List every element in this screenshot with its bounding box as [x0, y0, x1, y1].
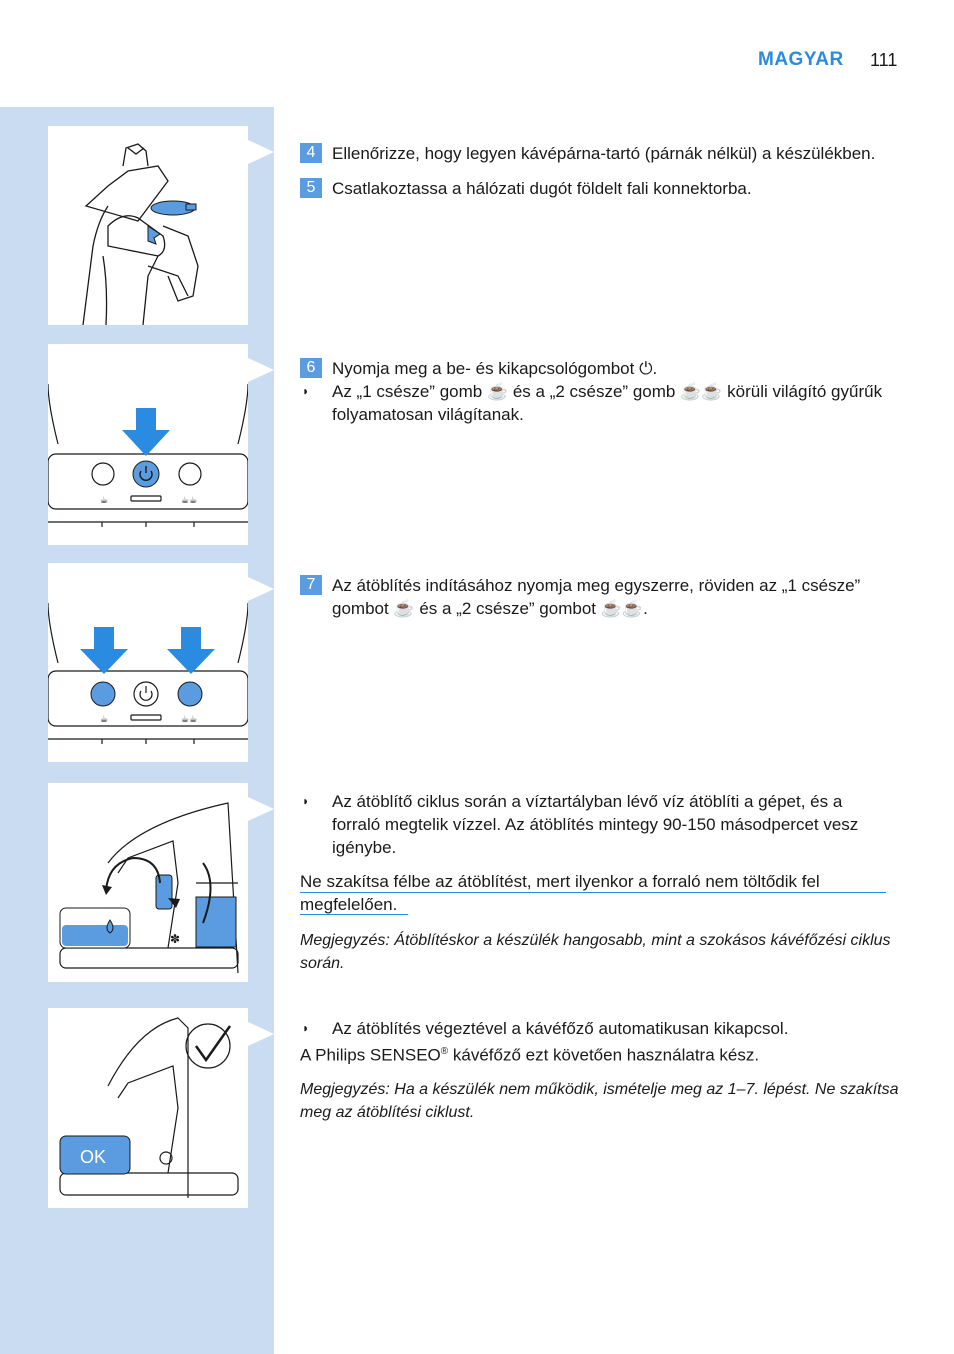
step-text: Nyomja meg a be- és kikapcsológombot ⏻.	[332, 359, 658, 378]
note-text: Ha a készülék nem működik, ismételje meg az 1–7. lépést. Ne szakítsa meg az átöblítési ciklust.	[300, 1080, 899, 1121]
step-number: 4	[300, 143, 322, 163]
registered-mark: ®	[440, 1046, 449, 1057]
svg-text:☕: ☕	[100, 496, 109, 506]
bullet-text: Az átöblítő ciklus során a víztartályban lévő víz átöblíti a gépet, és a forraló megtelik vízzel. Az átöblítés mintegy 90-150 másodpercet vesz igénybe.	[332, 792, 859, 857]
illustration-cup-buttons	[48, 563, 248, 762]
step-7	[300, 574, 910, 620]
illustration-flushing	[48, 783, 248, 982]
note	[300, 929, 910, 975]
result-bullet	[300, 380, 910, 426]
svg-text:✽: ✽	[170, 932, 181, 946]
panel-pointer	[248, 140, 274, 164]
page-number: 111	[870, 50, 898, 70]
step-6-block	[300, 357, 910, 426]
ready-text-end: kávéfőző ezt követően használatra kész.	[448, 1045, 760, 1065]
illustration-ready	[48, 1008, 248, 1208]
illustration-power-button	[48, 344, 248, 545]
panel-pointer	[248, 577, 274, 601]
step-text: Ellenőrizze, hogy legyen kávépárna-tartó (párnák nélkül) a készülékben.	[332, 144, 876, 163]
panel-pointer	[248, 358, 274, 382]
svg-text:☕☕: ☕☕	[181, 496, 198, 506]
svg-text:☕: ☕	[100, 715, 109, 725]
result-bullet	[300, 1017, 910, 1040]
note-label: Megjegyzés:	[300, 932, 390, 949]
step-4	[300, 142, 910, 165]
finish-block	[300, 1017, 910, 1124]
step-7-block	[300, 574, 910, 620]
svg-text:☕☕: ☕☕	[181, 715, 198, 725]
bullet-icon: ◗	[302, 384, 310, 398]
bullet-icon: ◗	[302, 794, 310, 808]
ready-text	[300, 1040, 910, 1067]
section-language: MAGYAR	[758, 49, 844, 70]
bullet-text: Az „1 csésze” gomb ☕ és a „2 csésze” gomb ☕☕ körüli világító gyűrűk folyamatosan világítanak.	[332, 382, 883, 424]
bullet-icon: ◗	[302, 1021, 310, 1035]
result-bullet	[300, 790, 910, 859]
ready-text-start: A Philips SENSEO	[300, 1045, 441, 1065]
note-text: Átöblítéskor a készülék hangosabb, mint a szokásos kávéfőzési ciklus során.	[300, 932, 891, 972]
ok-label: OK	[80, 1147, 107, 1167]
note	[300, 1078, 910, 1124]
warning-underline	[300, 914, 408, 915]
panel-pointer	[248, 797, 274, 821]
step-text: Az átöblítés indításához nyomja meg egyszerre, röviden az „1 csésze” gombot ☕ és a „2 csésze” gombot ☕☕.	[332, 576, 861, 618]
step-number: 6	[300, 358, 322, 378]
step-5	[300, 177, 910, 200]
warning-underline	[300, 892, 886, 893]
steps-4-5	[300, 142, 910, 200]
illustration-pad-holder	[48, 126, 248, 325]
note-label: Megjegyzés:	[300, 1080, 390, 1098]
flush-block	[300, 790, 910, 975]
step-6	[300, 357, 910, 380]
step-text: Csatlakoztassa a hálózati dugót földelt fali konnektorba.	[332, 179, 752, 198]
bullet-text: Az átöblítés végeztével a kávéfőző automatikusan kikapcsol.	[332, 1019, 789, 1038]
step-number: 5	[300, 178, 322, 198]
warning-text: Ne szakítsa félbe az átöblítést, mert ilyenkor a forraló nem töltődik fel megfelelően.	[300, 872, 820, 914]
step-number: 7	[300, 575, 322, 595]
panel-pointer	[248, 1022, 274, 1046]
